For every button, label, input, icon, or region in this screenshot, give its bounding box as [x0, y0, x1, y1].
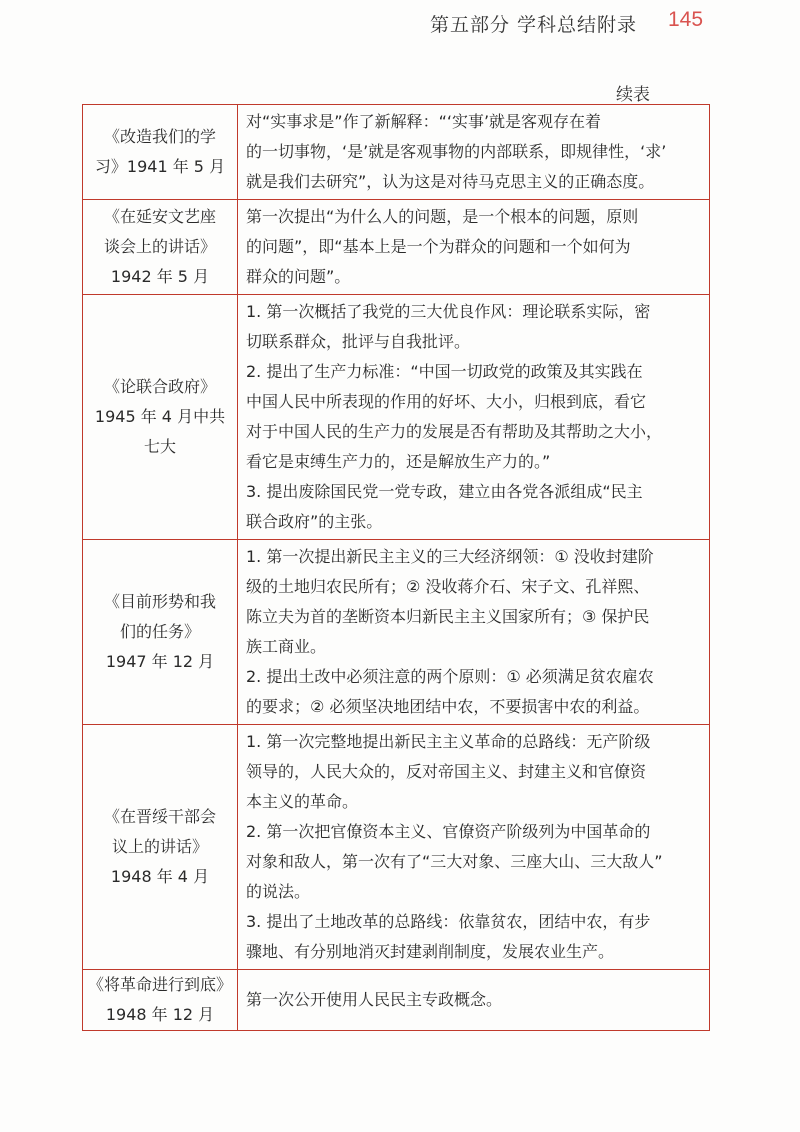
content-line: 2. 提出土改中必须注意的两个原则：① 必须满足贫农雇农	[246, 667, 654, 686]
document-cell	[83, 540, 238, 725]
content-cell	[238, 200, 710, 295]
document-cell	[83, 725, 238, 970]
document-title-line: 1948 年 12 月	[105, 1005, 215, 1024]
content-line: 对于中国人民的生产力的发展是否有帮助及其帮助之大小，	[246, 422, 663, 441]
content-line: 第一次公开使用人民民主专政概念。	[246, 990, 503, 1009]
document-title-line: 议上的讲话》	[111, 837, 208, 856]
document-cell	[83, 200, 238, 295]
table-row	[83, 200, 710, 295]
table-row	[83, 725, 710, 970]
content-line: 陈立夫为首的垄断资本归新民主主义国家所有；③ 保护民	[246, 607, 650, 626]
content-line: 看它是束缚生产力的，还是解放生产力的。”	[246, 452, 551, 471]
document-title-line: 们的任务》	[119, 622, 200, 641]
content-line: 骤地、有分别地消灭封建剥削制度，发展农业生产。	[246, 942, 615, 961]
content-line: 3. 提出了土地改革的总路线：依靠贫农，团结中农，有步	[246, 912, 651, 931]
content-cell	[238, 540, 710, 725]
document-cell	[83, 105, 238, 200]
table-row	[83, 295, 710, 540]
content-line: 1. 第一次概括了我党的三大优良作风：理论联系实际，密	[246, 302, 651, 321]
content-line: 的问题”，即“基本上是一个为群众的问题和一个如何为	[246, 237, 631, 256]
content-line: 级的土地归农民所有；② 没收蒋介石、宋子文、孔祥熙、	[246, 577, 650, 596]
document-title-line: 《改造我们的学	[103, 127, 216, 146]
document-title-line: 《在晋绥干部会	[103, 807, 216, 826]
content-line: 就是我们去研究”，认为这是对待马克思主义的正确态度。	[246, 172, 655, 191]
content-line: 本主义的革命。	[246, 792, 359, 811]
document-title-line: 《目前形势和我	[103, 592, 216, 611]
section-title: 第五部分 学科总结附录	[430, 14, 638, 36]
document-cell	[83, 295, 238, 540]
content-line: 中国人民中所表现的作用的好坏、大小，归根到底，看它	[246, 392, 647, 411]
document-title-line: 1947 年 12 月	[105, 652, 215, 671]
summary-table	[82, 104, 710, 1031]
page-number: 145	[668, 8, 704, 31]
document-title-line: 习》1941 年 5 月	[94, 157, 226, 176]
content-line: 1. 第一次提出新民主主义的三大经济纲领：① 没收封建阶	[246, 547, 654, 566]
table-row	[83, 105, 710, 200]
content-line: 族工商业。	[246, 637, 327, 656]
document-title-line: 1942 年 5 月	[110, 267, 210, 286]
table-row	[83, 970, 710, 1031]
content-line: 第一次提出“为什么人的问题，是一个根本的问题，原则	[246, 207, 639, 226]
page-header	[0, 8, 800, 38]
summary-table-body	[83, 105, 710, 1031]
content-line: 的一切事物，‘是’就是客观事物的内部联系，即规律性，‘求’	[246, 142, 667, 161]
content-line: 2. 第一次把官僚资本主义、官僚资产阶级列为中国革命的	[246, 822, 651, 841]
content-line: 群众的问题”。	[246, 267, 351, 286]
content-line: 1. 第一次完整地提出新民主主义革命的总路线：无产阶级	[246, 732, 651, 751]
table-row	[83, 540, 710, 725]
content-line: 联合政府”的主张。	[246, 512, 383, 531]
document-title-line: 《论联合政府》	[103, 377, 216, 396]
content-cell	[238, 970, 710, 1031]
document-cell	[83, 970, 238, 1031]
document-title-line: 1948 年 4 月	[110, 867, 210, 886]
content-line: 对象和敌人，第一次有了“三大对象、三座大山、三大敌人”	[246, 852, 663, 871]
content-cell	[238, 295, 710, 540]
content-line: 的要求；② 必须坚决地团结中农，不要损害中农的利益。	[246, 697, 650, 716]
content-line: 对“实事求是”作了新解释：“‘实事’就是客观存在着	[246, 112, 602, 131]
document-title-line: 《在延安文艺座	[103, 207, 216, 226]
document-title-line: 1945 年 4 月中共	[94, 407, 226, 426]
document-title-line: 谈会上的讲话》	[103, 237, 216, 256]
content-cell	[238, 725, 710, 970]
document-title-line: 七大	[143, 437, 176, 456]
document-title-line: 《将革命进行到底》	[87, 975, 232, 994]
continued-label: 续表	[616, 85, 650, 105]
content-line: 的说法。	[246, 882, 311, 901]
content-cell	[238, 105, 710, 200]
content-line: 2. 提出了生产力标准：“中国一切政党的政策及其实践在	[246, 362, 643, 381]
content-line: 领导的，人民大众的，反对帝国主义、封建主义和官僚资	[246, 762, 647, 781]
content-line: 切联系群众，批评与自我批评。	[246, 332, 471, 351]
content-line: 3. 提出废除国民党一党专政，建立由各党各派组成“民主	[246, 482, 643, 501]
